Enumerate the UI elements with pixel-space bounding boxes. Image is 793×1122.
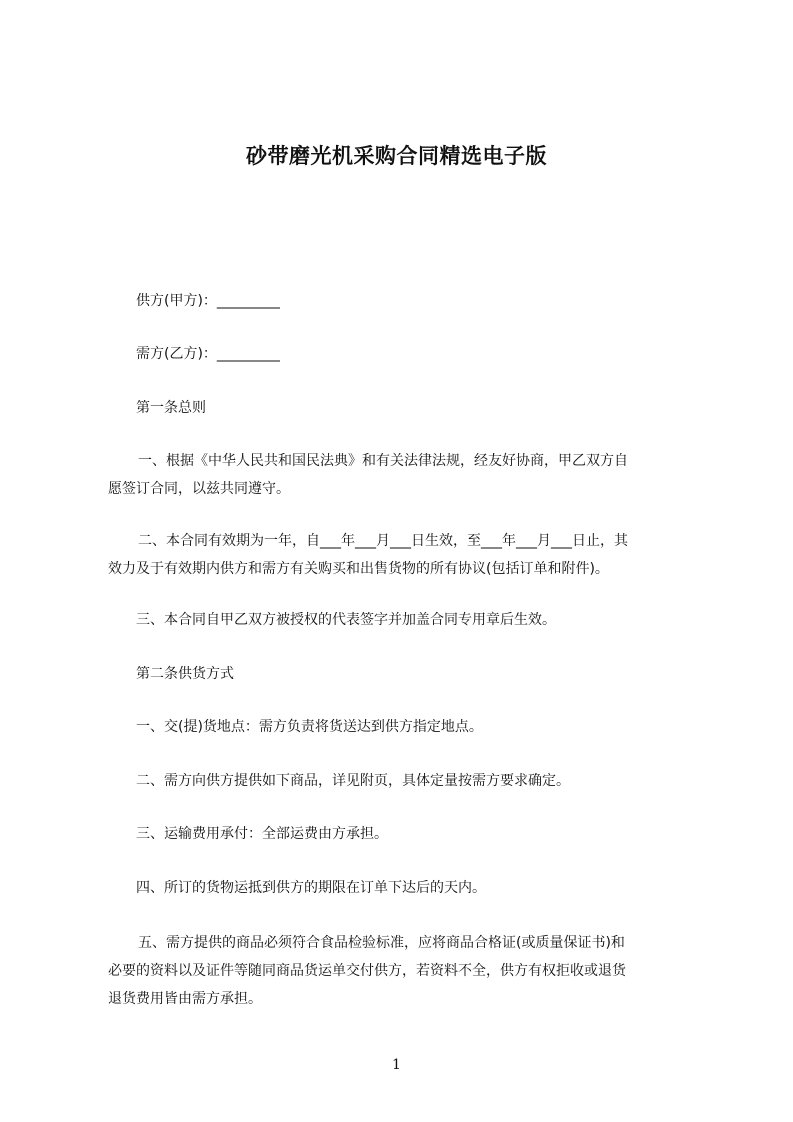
section1-item2 [108, 527, 700, 583]
document-title: 砂带磨光机采购合同精选电子版 [246, 144, 547, 168]
page-number: 1 [392, 1057, 401, 1073]
section1-item3: 三、本合同自甲乙双方被授权的代表签字并加盖合同专用章后生效。 [136, 612, 556, 628]
section2-item1: 一、交(提)货地点：需方负责将货送达到供方指定地点。 [136, 719, 483, 735]
supplier-line: 供方(甲方)：_________ [136, 293, 280, 309]
section1-item1 [108, 447, 700, 503]
section1-item2-line1: 二、本合同有效期为一年，自___年___月___日生效，至___年___月___日止，其 [138, 533, 628, 549]
section2-heading: 第二条供货方式 [136, 666, 234, 682]
section1-item2-line2: 效力及于有效期内供方和需方有关购买和出售货物的所有协议(包括订单和附件)。 [108, 561, 609, 577]
section2-item2: 二、需方向供方提供如下商品，详见附页，具体定量按需方要求确定。 [136, 773, 570, 789]
section2-item5 [108, 929, 700, 1013]
section2-item5-line1: 五、需方提供的商品必须符合食品检验标准，应将商品合格证(或质量保证书)和 [138, 935, 625, 951]
buyer-line: 需方(乙方)：_________ [136, 346, 280, 362]
section2-item3: 三、运输费用承付：全部运费由方承担。 [136, 826, 388, 842]
section1-heading: 第一条总则 [136, 400, 206, 416]
section1-item1-line1: 一、根据《中华人民共和国民法典》和有关法律法规，经友好协商，甲乙双方自 [138, 453, 628, 469]
section2-item4: 四、所订的货物运抵到供方的期限在订单下达后的天内。 [136, 880, 486, 896]
section2-item5-line2: 必要的资料以及证件等随同商品货运单交付供方，若资料不全，供方有权拒收或退货 [108, 963, 626, 979]
section1-item1-line2: 愿签订合同，以兹共同遵守。 [108, 481, 290, 497]
section2-item5-line3: 退货费用皆由需方承担。 [108, 991, 262, 1007]
